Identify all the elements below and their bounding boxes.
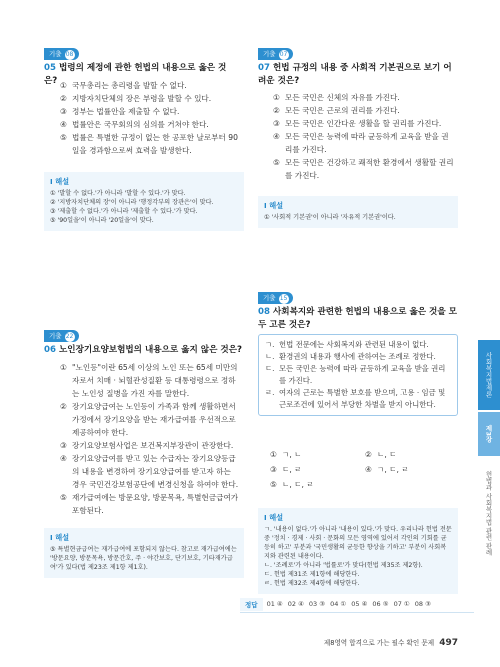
explanation-line: ⑤ 특별현금급여는 재가급여에 포함되지 않는다. 참고로 재가급여에는 '방문요양, 방문목욕, 방문간호, 주 · 야간보호, 단기보호, 기타재가급여'가 있다(법 제23조 제1항 제1호). [50,546,237,571]
question-text: 사회복지와 관련한 헌법의 내용으로 옳은 것을 모두 고른 것은? [258,307,457,330]
option-text: ㄴ, ㄷ, ㄹ [282,480,314,489]
question-08-statement-box [258,334,458,416]
option-text: 정부는 법률안을 제출할 수 없다. [72,107,180,116]
option-row [270,463,365,476]
answer-bar [240,597,474,611]
option-row [60,439,240,452]
option-marker: ② [60,402,67,411]
badge-label: 기출 [263,50,276,58]
option-marker: ③ [273,119,280,128]
question-08-explanation [258,508,458,594]
explanation-line: ㄹ. 헌법 제32조 제4항에 해당한다. [264,580,360,587]
option-row [60,491,240,517]
option-marker: ④ [365,465,372,474]
answer-item: 06 ⑤ [372,600,389,608]
answer-item: 02 ④ [287,600,304,608]
badge-label: 기출 [49,50,62,58]
statement-row [265,363,451,387]
option-marker: ④ [60,454,67,463]
question-06-explanation [44,528,244,578]
statement-row [265,339,451,351]
option-marker: ① [273,93,280,102]
option-marker: ② [60,94,67,103]
option-text: 모든 국민은 능력에 따라 균등하게 교육을 받을 권리를 가진다. [279,364,446,385]
sidebar-tab-topic [478,458,500,568]
option-text: 법률안은 국무회의의 심의를 거쳐야 한다. [72,120,209,129]
sidebar-tab-label: 제3장 [484,425,493,443]
explanation-line: ⑤ '90일을'이 아니라 '20일을'이 맞다. [50,217,154,224]
answer-item: 08 ③ [414,600,431,608]
past-exam-badge-q08 [258,292,293,304]
footer-text: 제8영역 합격으로 가는 필수 확인 문제 [323,639,435,647]
question-text: 헌법 규정의 내용 중 사회적 기본권으로 보기 어려운 것은? [258,63,452,86]
answer-label: 정답 [240,598,263,611]
sidebar-tab-subject[interactable] [478,340,500,410]
answer-item: 07 ① [393,600,410,608]
option-row [365,448,460,461]
option-text: 환경권의 내용과 행사에 관하여는 조례로 정한다. [279,352,436,361]
question-text: 노인장기요양보험법의 내용으로 옳지 않은 것은? [58,345,242,355]
option-row [270,448,365,461]
option-row [270,478,365,491]
option-text: 모든 국민은 건강하고 쾌적한 환경에서 생활할 권리를 가진다. [285,158,454,180]
option-text: 장기요양보험사업은 보건복지부장관이 관장한다. [72,441,234,450]
question-05-options [60,79,238,157]
option-row [273,156,455,182]
option-marker: ③ [60,441,67,450]
explanation-line: ㄴ. '조례로'가 아니라 '법률로'가 맞다(헌법 제35조 제2항). [264,562,423,569]
page-number: 497 [439,638,458,648]
explanation-heading: Ⅰ 해설 [264,513,284,522]
option-text: ㄱ, ㄴ [282,450,302,459]
sidebar-tab-chapter[interactable] [478,412,500,456]
option-text: ㄱ, ㄷ, ㄹ [377,465,409,474]
option-text: ㄴ, ㄷ [377,450,397,459]
badge-label: 기출 [49,332,62,340]
option-text: 여자의 근로는 특별한 보호를 받으며, 고용 · 임금 및 근로조건에 있어서 부당한 차별을 받지 아니한다. [279,388,446,409]
option-marker: ⑤ [60,493,67,502]
statement-row [265,351,451,363]
option-text: 장기요양급여는 노인등이 가족과 함께 생활하면서 가정에서 장기요양을 받는 재가급여를 우선적으로 제공하여야 한다. [72,402,236,437]
answer-divider [240,612,474,613]
option-marker: ⑤ [60,133,67,142]
question-text: 법령의 제정에 관한 헌법의 내용으로 옳은 것은? [44,63,227,86]
explanation-heading: Ⅰ 해설 [50,177,70,186]
option-row [273,91,455,104]
option-marker: ① [60,81,67,90]
option-row [60,400,240,439]
option-text: 모든 국민은 근로의 권리를 가진다. [285,106,400,115]
past-exam-badge-q07 [258,48,293,60]
badge-label: 기출 [263,294,276,302]
question-05-explanation [44,172,244,231]
option-marker: ㄹ. [265,388,275,397]
option-text: 재가급여에는 방문요양, 방문목욕, 특별현금급여가 포함된다. [72,493,239,515]
option-row [60,131,238,157]
page-footer [324,637,458,648]
option-marker: ① [60,363,67,372]
question-06-title [44,344,244,357]
badge-number: 15 [279,295,288,302]
question-number: 08 [258,307,270,317]
explanation-line: ① '발할 수 없다.'가 아니라 '발할 수 있다.'가 맞다. [50,190,186,197]
option-row [60,361,240,400]
explanation-heading: Ⅰ 해설 [50,533,70,542]
option-marker: ㄱ. [265,340,275,349]
option-row [273,130,455,156]
question-number: 05 [44,63,56,73]
option-marker: ⑤ [270,480,277,489]
option-row [60,92,238,105]
past-exam-badge-q05 [44,48,79,60]
answer-list [267,600,431,608]
question-08-options [270,448,460,491]
option-marker: ㄷ. [265,364,275,373]
option-text: "노인등"이란 65세 이상의 노인 또는 65세 미만의 자로서 치매 · 뇌혈관성질환 등 대통령령으로 정하는 노인성 질병을 가진 자를 말한다. [72,363,238,398]
badge-number: 07 [279,51,288,58]
statement-row [265,387,451,411]
answer-item: 03 ③ [308,600,326,608]
option-row [365,463,460,476]
option-text: ㄷ, ㄹ [282,465,302,474]
option-row [60,452,240,491]
explanation-line: ㄱ. '내용이 없다.'가 아니라 '내용이 있다.'가 맞다. 우리나라 헌법 전문 중 '정치 · 경제 · 사회 · 문화의 모든 영역에 있어서 각인의 기회를 균등히 하고' 부분과 '국민생활의 균등한 향상을 기하고' 부분이 사회복지와 관련된 내용이다. [264,526,452,560]
option-text: 헌법 전문에는 사회복지와 관련된 내용이 없다. [279,340,429,349]
option-text: 지방자치단체의 장은 부령을 발할 수 있다. [72,94,212,103]
explanation-line: ② '지방자치단체의 장'이 아니라 '행정각부의 장관은'이 맞다. [50,199,214,206]
past-exam-badge-q06 [44,330,79,342]
option-marker: ⑤ [273,158,280,167]
option-marker: ④ [273,132,280,141]
option-text: 모든 국민은 신체의 자유를 가진다. [285,93,400,102]
explanation-heading: Ⅰ 해설 [264,201,284,210]
option-row [60,79,238,92]
option-marker: ③ [270,465,277,474]
option-text: 모든 국민은 인간다운 생활을 할 권리를 가진다. [285,119,442,128]
explanation-line: ① '사회적 기본권'이 아니라 '자유적 기본권'이다. [264,214,396,221]
option-text: 장기요양급여를 받고 있는 수급자는 장기요양등급의 내용을 변경하여 장기요양급여를 받고자 하는 경우 국민건강보험공단에 변경신청을 하여야 한다. [72,454,239,489]
sidebar-tab-label: 헌법과 사회복지법 관련 판례 [484,470,493,556]
badge-number: 08 [65,51,74,58]
answer-item: 01 ④ [266,600,283,608]
option-row [60,105,238,118]
option-marker: ㄴ. [265,352,275,361]
question-07-explanation [258,196,458,228]
question-07-title [258,62,454,87]
option-text: 국무총리는 총리령을 발할 수 없다. [72,81,187,90]
option-row [60,118,238,131]
option-text: 법률은 특별한 규정이 없는 한 공포한 날로부터 90일을 경과함으로써 효력을 발생한다. [72,133,238,155]
question-08-title [258,306,458,331]
question-06-options [60,361,240,517]
option-row [273,104,455,117]
badge-number: 22 [65,333,74,340]
option-marker: ② [365,450,372,459]
option-row [273,117,455,130]
option-text: 모든 국민은 능력에 따라 균등하게 교육을 받을 권리를 가진다. [285,132,449,154]
question-number: 06 [44,345,56,355]
answer-item: 05 ④ [351,600,368,608]
question-number: 07 [258,63,270,73]
option-marker: ① [270,450,277,459]
option-marker: ④ [60,120,67,129]
option-marker: ③ [60,107,67,116]
answer-item: 04 ① [330,600,347,608]
question-07-options [273,91,455,182]
option-marker: ② [273,106,280,115]
explanation-line: ㄷ. 헌법 제31조 제1항에 해당한다. [264,571,360,578]
sidebar-tab-label: 사회복지법제론 [484,352,493,398]
explanation-line: ③ '제출할 수 없다.'가 아니라 '제출할 수 있다.'가 맞다. [50,208,198,215]
